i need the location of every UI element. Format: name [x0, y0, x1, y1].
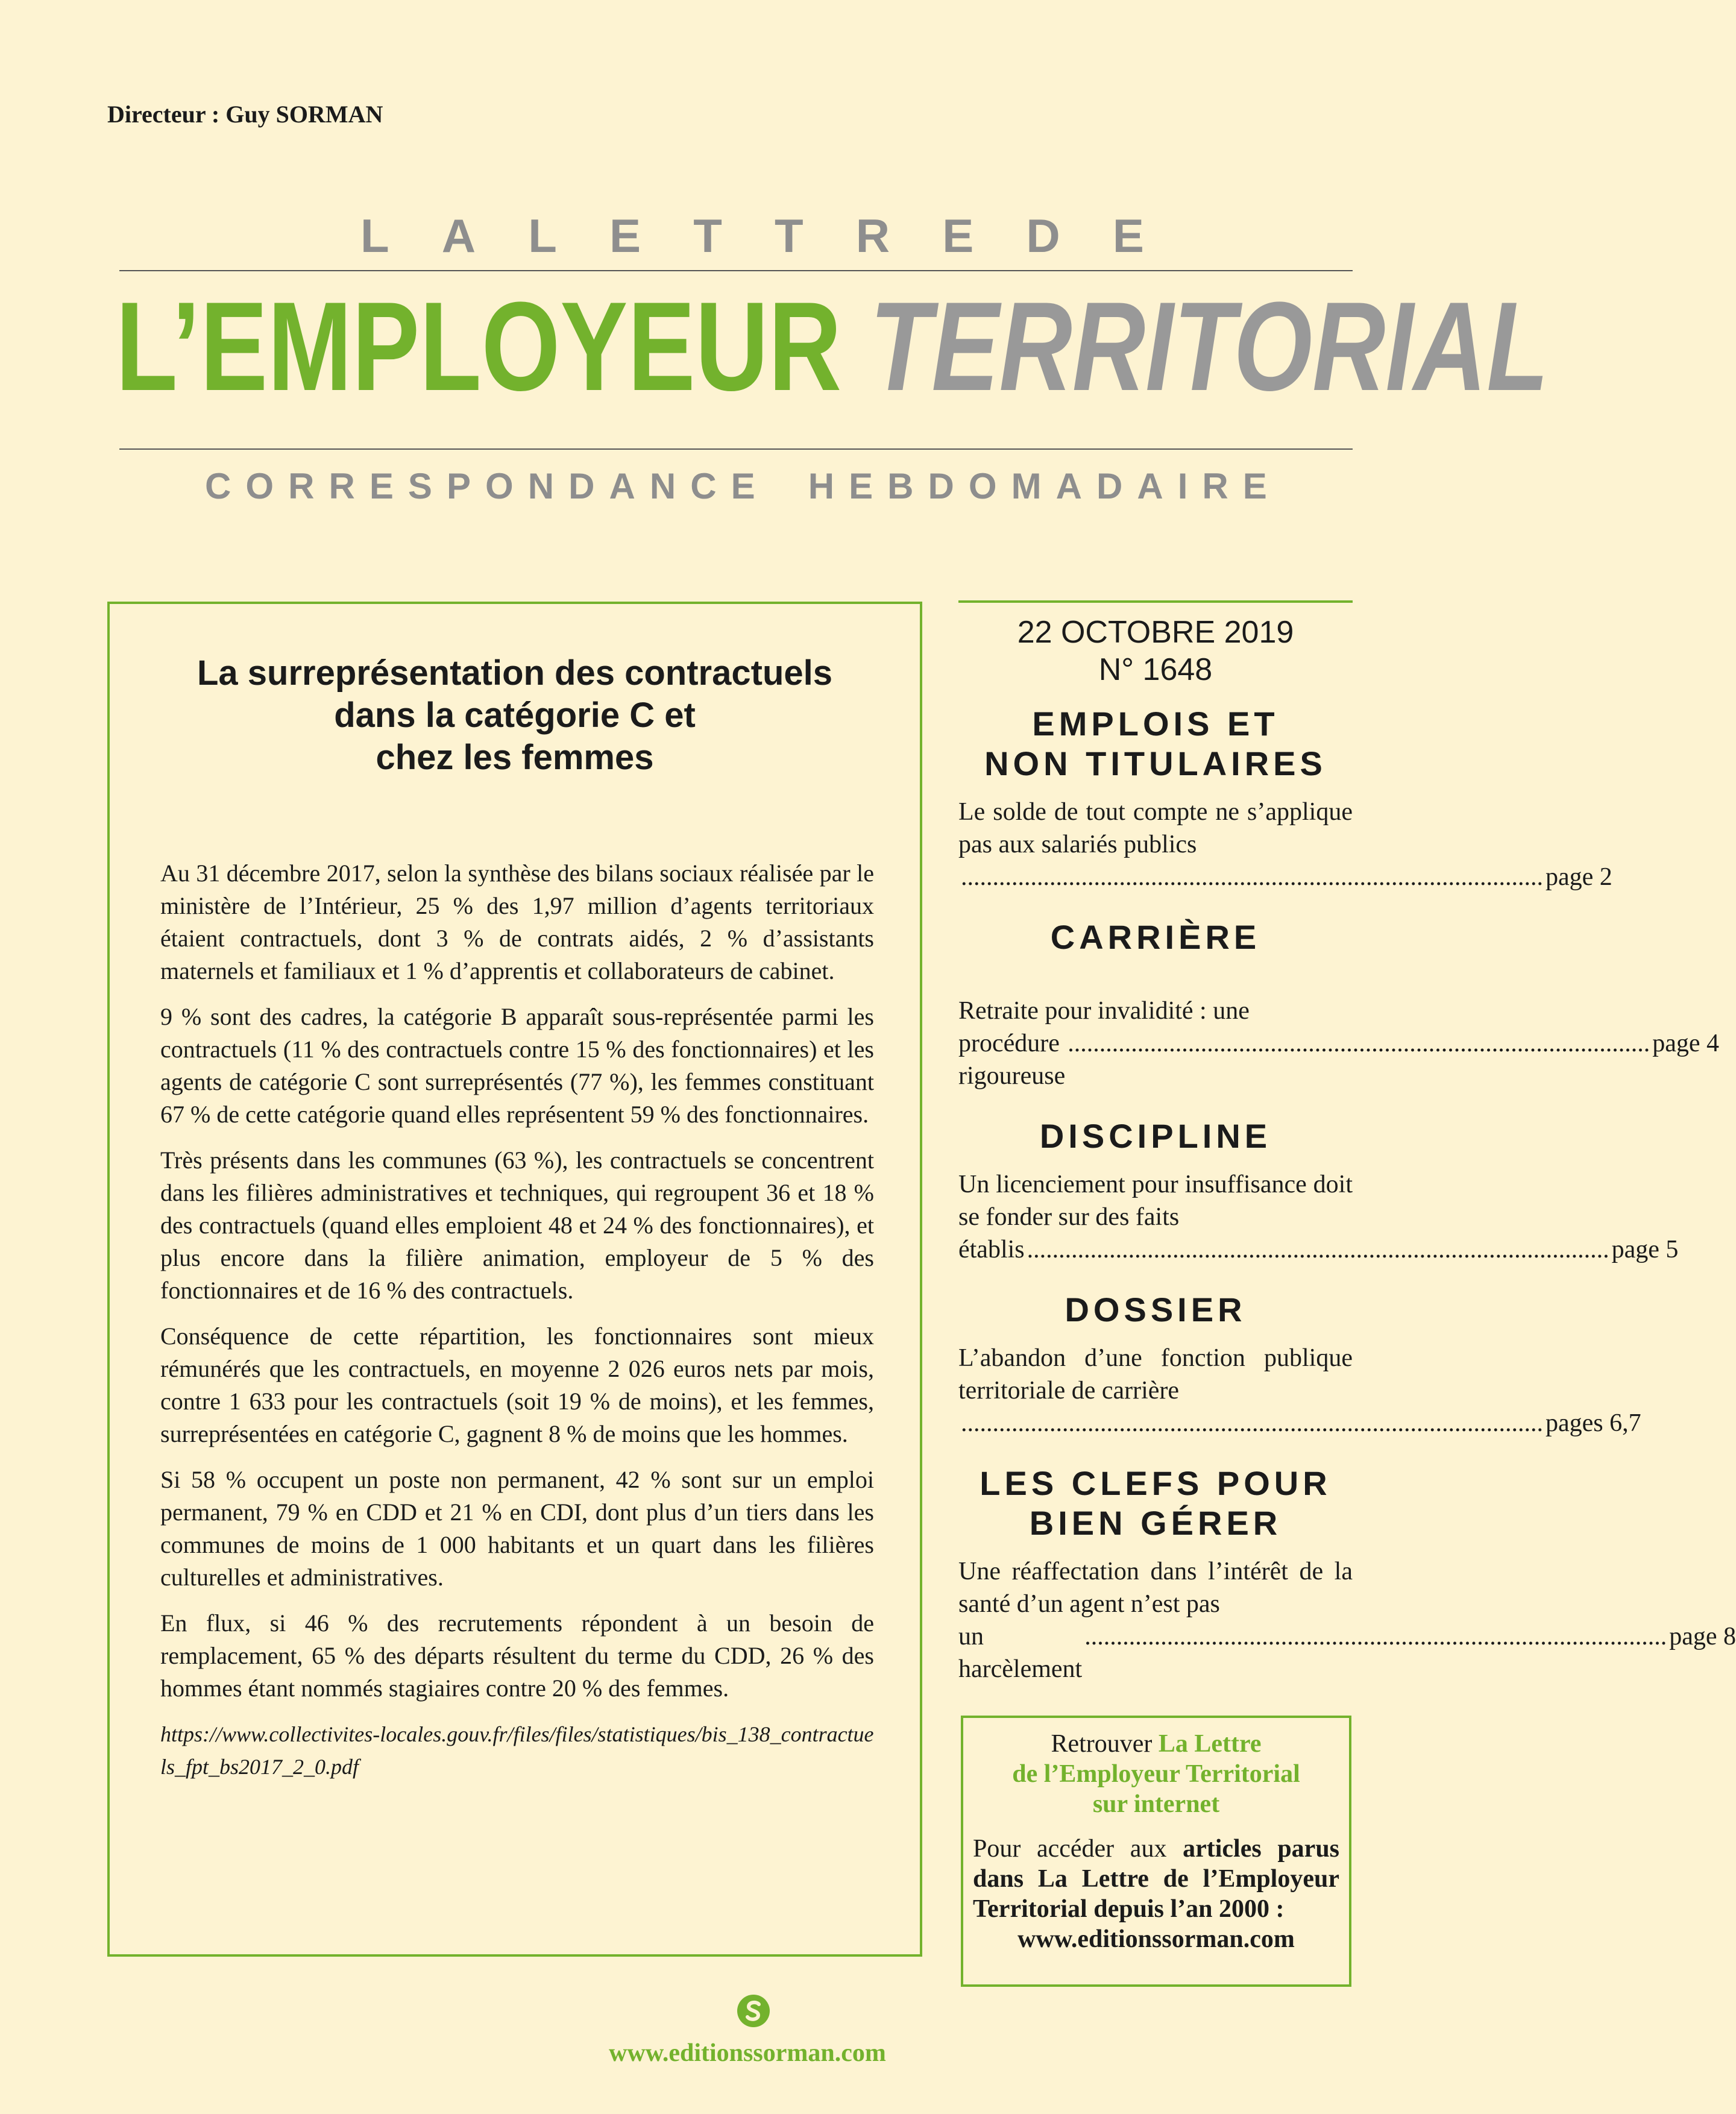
- subtitle-letter: R: [329, 466, 355, 506]
- toc-entry-text: Le solde de tout compte ne s’applique pas aux salariés publics: [958, 798, 1353, 858]
- promo-title: de l’Employeur Territorial: [1012, 1760, 1300, 1788]
- toc-entry-leader: [958, 861, 1612, 893]
- article-title: [110, 652, 920, 779]
- subtitle-letter: D: [928, 466, 954, 506]
- subtitle-letter: A: [1137, 466, 1163, 506]
- promo-body-prefix: Pour accéder aux: [973, 1835, 1167, 1863]
- subtitle-letter: C: [690, 466, 717, 506]
- toc-heading-line: DISCIPLINE: [1039, 1117, 1272, 1155]
- toc-section: [958, 917, 1720, 1092]
- promo-heading: [973, 1729, 1339, 1819]
- article-paragraph: Très présents dans les communes (63 %), les contractuels se concentrent dans les filières administratives et techniques, qui regroupent 36 et 18 % des contractuels (quand elles emploient 48 et 24 % des fonctionnaires), et plus encore dans la filière animation, employeur de 5 % des fonctionnaires et de 16 % des contractuels.: [160, 1147, 874, 1304]
- toc-entry-text: Retraite pour invalidité : une: [958, 997, 1250, 1025]
- article-paragraph: Au 31 décembre 2017, selon la synthèse des bilans sociaux réalisée par le ministère de l’Intérieur, 25 % des 1,97 million d’agents territoriaux étaient contractuels, dont 3 % de contrats aidés, 2 % d’assistants maternels et familiaux et 1 % d’apprentis et collaborateurs de cabinet.: [160, 860, 874, 984]
- dot-leader: ............................................................................................: [961, 863, 1543, 891]
- toc-entry-leader: [958, 1027, 1720, 1092]
- dot-leader: ............................................................................................: [1027, 1236, 1609, 1263]
- toc-entry-leader: [958, 1233, 1679, 1266]
- toc-entry-tail: un harcèlement: [958, 1623, 1083, 1683]
- toc-heading: [958, 1116, 1353, 1156]
- masthead-title-grey: TERRITORIAL: [869, 275, 1549, 417]
- director-line: Directeur : Guy SORMAN: [107, 101, 383, 128]
- masthead-subtitle: [205, 465, 1267, 507]
- subtitle-letter: O: [485, 466, 514, 506]
- subtitle-letter: H: [808, 466, 835, 506]
- toc-entry-text: Un licenciement pour insuffisance doit se fonder sur des faits: [958, 1171, 1353, 1231]
- masthead-letter: T: [693, 209, 722, 262]
- masthead-rule-bottom: [119, 448, 1353, 450]
- subtitle-letter: D: [568, 466, 595, 506]
- toc-entry[interactable]: [958, 995, 1720, 1092]
- masthead-letter: T: [774, 209, 804, 262]
- toc-heading: [958, 917, 1353, 957]
- article-title-line: La surreprésentation des contractuels: [197, 653, 832, 693]
- toc-entry[interactable]: [958, 1555, 1736, 1685]
- promo-body: [973, 1834, 1339, 1924]
- masthead-letter: E: [1112, 209, 1144, 262]
- masthead-letter: A: [441, 209, 476, 262]
- article-title-line: dans la catégorie C et: [334, 696, 696, 735]
- issue-number: N° 1648: [1098, 652, 1213, 687]
- subtitle-letter: I: [1177, 466, 1188, 506]
- masthead-letter: L: [528, 209, 557, 262]
- table-of-contents: [958, 600, 1736, 1685]
- subtitle-letter: A: [1055, 466, 1082, 506]
- subtitle-letter: E: [849, 466, 873, 506]
- subtitle-letter: O: [968, 466, 997, 506]
- subtitle-word-gap: [770, 465, 794, 507]
- subtitle-letter: N: [527, 466, 555, 506]
- toc-page-ref: page 8: [1669, 1623, 1736, 1650]
- subtitle-letter: R: [1202, 466, 1228, 506]
- article-paragraph: 9 % sont des cadres, la catégorie B apparaît sous-représentée parmi les contractuels (11 % des contractuels contre 15 % des fonctionnaires) et les agents de catégorie C sont surreprésentés (77 %), les femmes constituant 67 % de cette catégorie quand elles représentent 59 % des fonctionnaires.: [160, 1003, 874, 1128]
- masthead-rule-top: [119, 270, 1353, 271]
- article-paragraph: Si 58 % occupent un poste non permanent, 42 % sont sur un emploi permanent, 79 % en CDD et 21 % en CDI, dont plus d’un tiers dans les communes de moins de 1 000 habitants et un quart dans les filières culturelles et administratives.: [160, 1466, 874, 1591]
- toc-entry[interactable]: [958, 1168, 1679, 1266]
- publisher-logo-icon: [737, 1994, 770, 2028]
- article-title-line: chez les femmes: [376, 738, 654, 777]
- toc-entry[interactable]: [958, 796, 1612, 893]
- dot-leader: ............................................................................................: [1084, 1623, 1667, 1650]
- promo-title: La Lettre: [1158, 1730, 1262, 1758]
- toc-heading-line: DOSSIER: [1065, 1291, 1247, 1329]
- toc-page-ref: pages 6,7: [1546, 1409, 1641, 1437]
- subtitle-letter: R: [288, 466, 315, 506]
- lead-article: [107, 602, 922, 1957]
- subtitle-letter: D: [1096, 466, 1123, 506]
- toc-section: [958, 1464, 1736, 1685]
- toc-heading: [958, 1290, 1353, 1330]
- subtitle-letter: A: [609, 466, 635, 506]
- toc-heading: [958, 704, 1353, 784]
- masthead-top-line: [360, 209, 1144, 263]
- toc-heading: [958, 1464, 1353, 1543]
- subtitle-letter: S: [407, 466, 432, 506]
- issue-info: [958, 614, 1353, 688]
- sidebar-rule: [958, 600, 1353, 603]
- toc-heading-line: CARRIÈRE: [1050, 918, 1261, 956]
- promo-url[interactable]: www.editionssorman.com: [1017, 1925, 1295, 1953]
- masthead-letter: L: [360, 209, 389, 262]
- toc-page-ref: page 2: [1546, 863, 1612, 891]
- source-link[interactable]: https://www.collectivites-locales.gouv.fr/files/files/statistiques/bis_138_contractuels_fpt_bs2017_2_0.pdf: [160, 1722, 874, 1779]
- article-paragraph: En flux, si 46 % des recrutements répondent à un besoin de remplacement, 65 % des départs résultent du terme du CDD, 26 % des hommes étant nommés stagiaires contre 20 % des femmes.: [160, 1609, 874, 1702]
- subtitle-letter: M: [1011, 466, 1042, 506]
- toc-heading-line: NON TITULAIRES: [984, 744, 1327, 782]
- masthead-letter: D: [1026, 209, 1060, 262]
- article-paragraph: Conséquence de cette répartition, les fonctionnaires sont mieux rémunérés que les contractuels, en moyenne 2 026 euros nets par mois, contre 1 633 pour les contractuels (soit 19 % de moins), et les femmes, surreprésentées en catégorie C, gagnent 8 % de moins que les hommes.: [160, 1323, 874, 1447]
- toc-entry[interactable]: [958, 1342, 1641, 1439]
- website-promo-box: [961, 1716, 1351, 1987]
- toc-entry-leader: [958, 1620, 1736, 1685]
- masthead-title: [116, 275, 1549, 417]
- toc-heading-line: BIEN GÉRER: [1029, 1504, 1282, 1542]
- subtitle-letter: E: [731, 466, 755, 506]
- toc-heading-line: LES CLEFS POUR: [980, 1464, 1332, 1502]
- masthead-title-green: L’EMPLOYEUR: [116, 275, 842, 417]
- subtitle-letter: E: [369, 466, 394, 506]
- promo-body-bold: articles parus dans La Lettre de l’Employeur Territorial depuis l’an 2000 :: [973, 1835, 1340, 1923]
- masthead-letter: E: [609, 209, 641, 262]
- subtitle-letter: P: [446, 466, 471, 506]
- subtitle-letter: E: [1242, 466, 1267, 506]
- subtitle-letter: C: [205, 466, 231, 506]
- dot-leader: ............................................................................................: [1068, 1030, 1650, 1057]
- article-body: [160, 857, 874, 1783]
- masthead-letter: R: [855, 209, 890, 262]
- toc-section: [958, 1290, 1641, 1439]
- toc-section: [958, 704, 1612, 893]
- toc-section: [958, 1116, 1679, 1266]
- toc-entry-leader: [958, 1407, 1641, 1439]
- promo-title: sur internet: [1092, 1790, 1220, 1818]
- masthead-letter: E: [942, 209, 974, 262]
- toc-entry-text: Une réaffectation dans l’intérêt de la santé d’un agent n’est pas: [958, 1558, 1353, 1618]
- dot-leader: ............................................................................................: [961, 1409, 1543, 1437]
- promo-prefix: Retrouver: [1051, 1730, 1153, 1758]
- subtitle-letter: N: [649, 466, 676, 506]
- issue-date: 22 OCTOBRE 2019: [1017, 615, 1294, 650]
- toc-entry-text: L’abandon d’une fonction publique territoriale de carrière: [958, 1344, 1353, 1405]
- subtitle-letter: O: [245, 466, 274, 506]
- toc-page-ref: page 5: [1611, 1236, 1679, 1263]
- toc-page-ref: page 4: [1652, 1030, 1720, 1057]
- footer-url[interactable]: www.editionssorman.com: [609, 2039, 886, 2067]
- toc-heading-line: EMPLOIS ET: [1032, 705, 1279, 743]
- toc-entry-tail: établis: [958, 1236, 1025, 1263]
- toc-entry-tail: procédure rigoureuse: [958, 1030, 1066, 1090]
- subtitle-letter: B: [887, 466, 914, 506]
